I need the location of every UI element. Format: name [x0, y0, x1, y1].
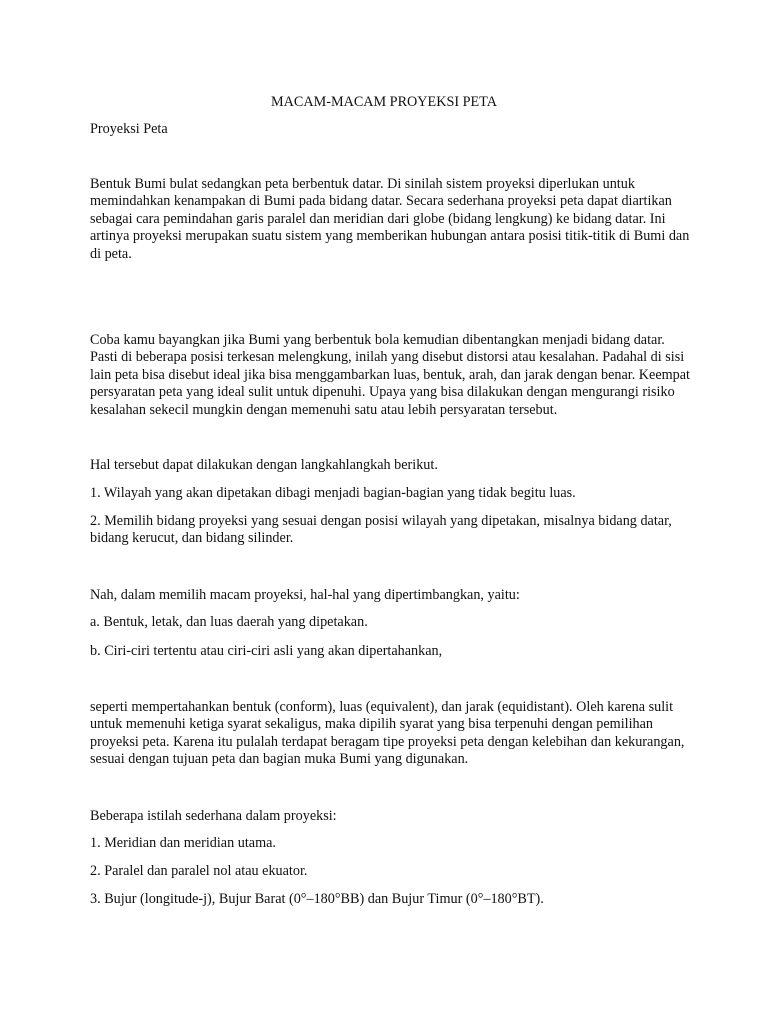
paragraph-1: Bentuk Bumi bulat sedangkan peta berbentuk datar. Di sinilah sistem proyeksi diperlukan untuk memindahkan kenampakan di Bumi pada bidang datar. Secara sederhana proyeksi peta dapat diartikan sebagai cara pemindahan garis paralel dan meridian dari globe (bidang lengkung) ke bidang datar. Ini artinya proyeksi merupakan suatu sistem yang memberikan hubungan antara posisi titik-titik di Bumi dan di peta. — [90, 176, 690, 262]
term-item-3: 3. Bujur (longitude-j), Bujur Barat (0°–180°BB) dan Bujur Timur (0°–180°BT). — [90, 891, 544, 907]
term-item-2: 2. Paralel dan paralel nol atau ekuator. — [90, 863, 308, 879]
list-item-a: a. Bentuk, letak, dan luas daerah yang dipetakan. — [90, 614, 368, 630]
list-item-2: 2. Memilih bidang proyeksi yang sesuai dengan posisi wilayah yang dipetakan, misalnya bidang datar, bidang kerucut, dan bidang silinder. — [90, 513, 672, 547]
paragraph-4: Nah, dalam memilih macam proyeksi, hal-hal yang dipertimbangkan, yaitu: — [90, 587, 520, 603]
paragraph-2: Coba kamu bayangkan jika Bumi yang berbentuk bola kemudian dibentangkan menjadi bidang datar. Pasti di beberapa posisi terkesan melengkung, inilah yang disebut distorsi atau kesalahan. Padahal di sisi lain peta bisa disebut ideal jika bisa menggambarkan luas, bentuk, arah, dan jarak dengan benar. Keempat persyaratan peta yang ideal sulit untuk dipenuhi. Upaya yang bisa dilakukan dengan mengurangi risiko kesalahan sekecil mungkin dengan memenuhi satu atau lebih persyaratan tersebut. — [90, 332, 690, 418]
paragraph-5: seperti mempertahankan bentuk (conform), luas (equivalent), dan jarak (equidistant). Oleh karena sulit untuk memenuhi ketiga syarat sekaligus, maka dipilih syarat yang bisa terpenuhi dengan pemilihan proyeksi peta. Karena itu pulalah terdapat beragam tipe proyeksi peta dengan kelebihan dan kekurangan, sesuai dengan tujuan peta dan bagian muka Bumi yang digunakan. — [90, 699, 685, 768]
document-title: MACAM-MACAM PROYEKSI PETA — [271, 94, 497, 110]
paragraph-3: Hal tersebut dapat dilakukan dengan langkahlangkah berikut. — [90, 457, 438, 473]
term-item-1: 1. Meridian dan meridian utama. — [90, 835, 276, 851]
list-item-1: 1. Wilayah yang akan dipetakan dibagi menjadi bagian-bagian yang tidak begitu luas. — [90, 485, 576, 501]
paragraph-6: Beberapa istilah sederhana dalam proyeksi: — [90, 808, 337, 824]
list-item-b: b. Ciri-ciri tertentu atau ciri-ciri asli yang akan dipertahankan, — [90, 643, 443, 659]
document-subtitle: Proyeksi Peta — [90, 121, 168, 137]
